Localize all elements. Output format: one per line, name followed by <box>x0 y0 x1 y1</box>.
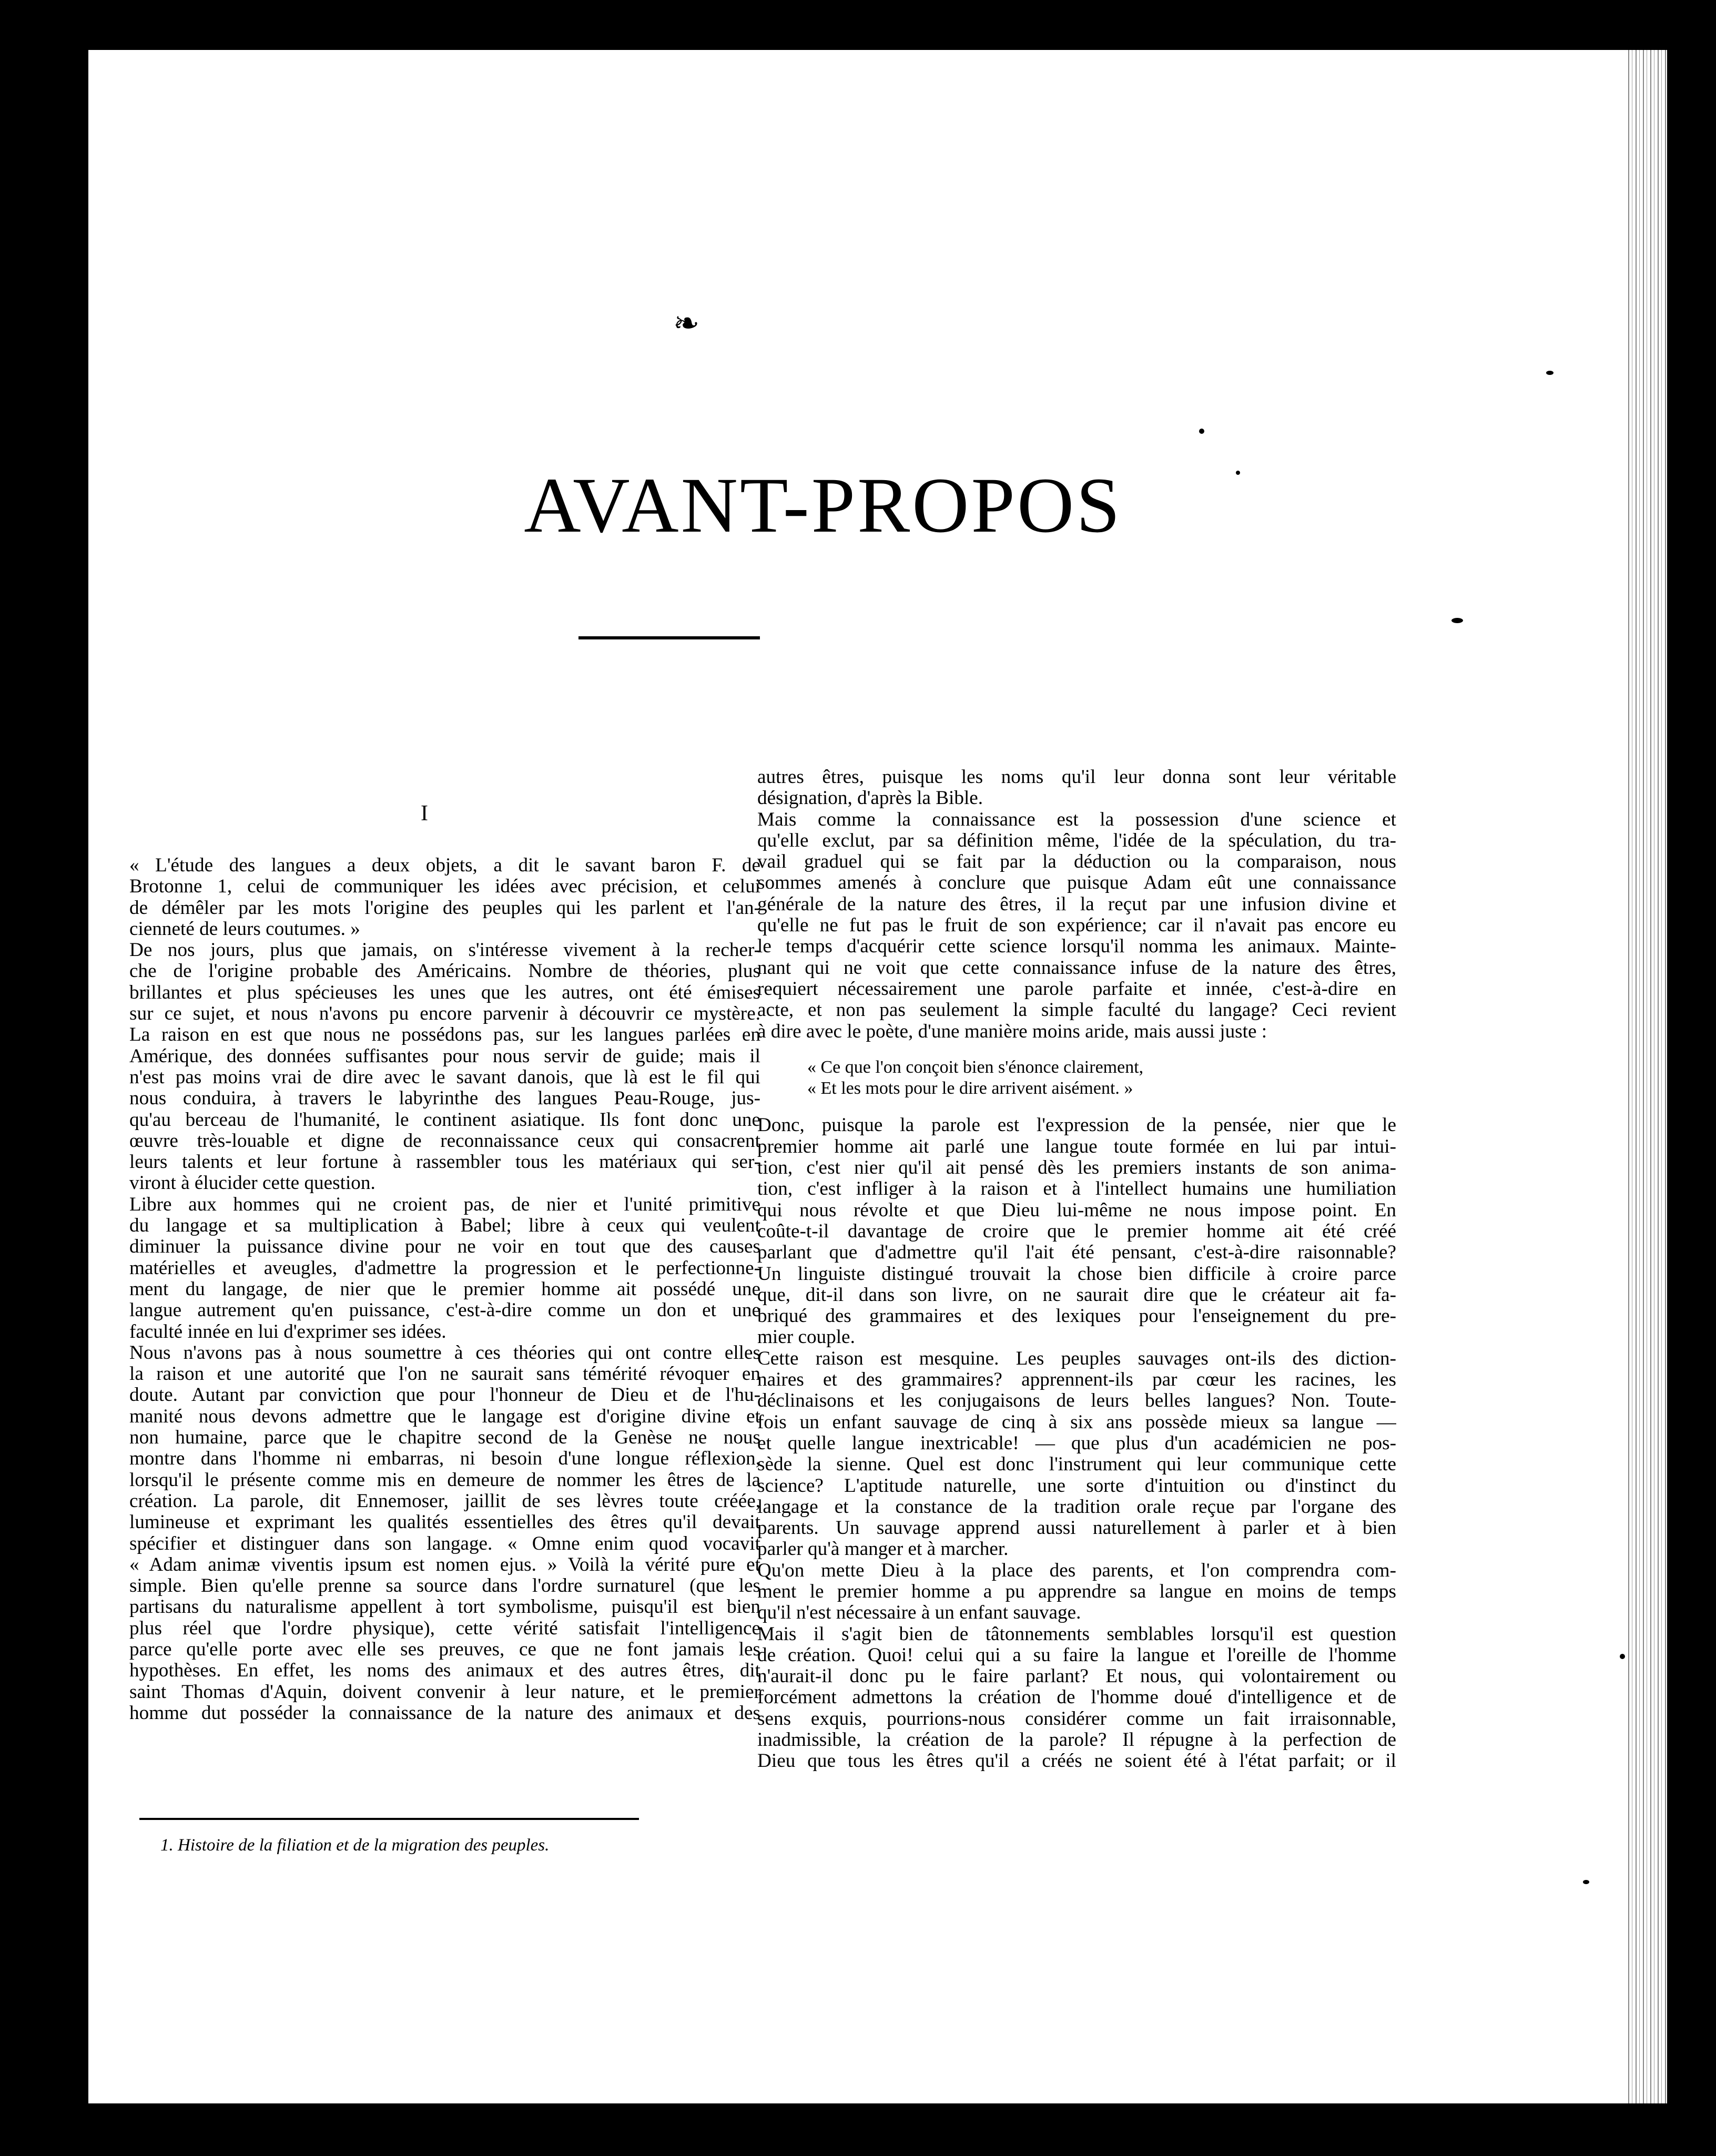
text-line: montre dans l'homme ni embarras, ni besoin d'une longue réflexion, <box>129 1448 760 1470</box>
print-speck <box>1236 471 1240 475</box>
right-column-paragraphs-b <box>757 1115 1396 1772</box>
text-line: « L'étude des langues a deux objets, a dit le savant baron F. de <box>129 855 760 876</box>
page-spine-edge <box>79 50 88 2103</box>
text-line: doute. Autant par conviction que pour l'honneur de Dieu et de l'hu- <box>129 1385 760 1406</box>
text-line: briqué des grammaires et des lexiques pour l'enseignement du pre- <box>757 1306 1396 1327</box>
text-line: spécifier et distinguer dans son langage. « Omne enim quod vocavit <box>129 1533 760 1554</box>
text-line: qu'au berceau de l'humanité, le continent asiatique. Ils font donc une <box>129 1109 760 1131</box>
text-line: homme dut posséder la connaissance de la nature des animaux et des <box>129 1702 760 1724</box>
text-line: acte, et non pas seulement la simple faculté du langage? Ceci revient <box>757 1000 1396 1021</box>
text-line: matérielles et aveugles, d'admettre la progression et le perfectionne- <box>129 1257 760 1279</box>
text-line: ment le premier homme a pu apprendre sa langue en moins de temps <box>757 1581 1396 1602</box>
right-column <box>757 767 1396 1772</box>
text-line: autres êtres, puisque les noms qu'il leur donna sont leur véritable <box>757 767 1396 788</box>
text-line: coûte-t-il davantage de croire que le premier homme ait été créé <box>757 1221 1396 1242</box>
text-line: nant qui ne voit que cette connaissance infuse de la nature des êtres, <box>757 957 1396 979</box>
text-line: science? L'aptitude naturelle, une sorte d'intuition ou d'instinct du <box>757 1475 1396 1497</box>
text-line: forcément admettons la création de l'homme doué d'intelligence et de <box>757 1687 1396 1708</box>
text-line: déclinaisons et les conjugaisons de leurs belles langues? Non. Toute- <box>757 1390 1396 1412</box>
right-column-paragraphs-a <box>757 767 1396 1042</box>
print-speck <box>1199 429 1204 434</box>
text-line: De nos jours, plus que jamais, on s'intéresse vivement à la recher- <box>129 940 760 961</box>
text-line: sommes amenés à conclure que puisque Adam eût une connaissance <box>757 872 1396 894</box>
text-line: faculté innée en lui d'exprimer ses idées. <box>129 1321 446 1343</box>
text-line: sède la sienne. Quel est donc l'instrument qui leur communique cette <box>757 1454 1396 1476</box>
text-line: Donc, puisque la parole est l'expression de la pensée, nier que le <box>757 1115 1396 1136</box>
section-number: I <box>421 801 428 826</box>
text-line: langage et la constance de la tradition orale reçue par l'organe des <box>757 1496 1396 1518</box>
book-page <box>79 50 1667 2103</box>
text-line: sens exquis, pourrions-nous considérer comme un fait irraisonnable, <box>757 1708 1396 1730</box>
text-line: sur ce sujet, et nous n'avons pu encore parvenir à découvrir ce mystère. <box>129 1003 760 1025</box>
page-fore-edge <box>1625 50 1667 2103</box>
text-line: Mais il s'agit bien de tâtonnements semblables lorsqu'il est question <box>757 1623 1396 1645</box>
text-line: brillantes et plus spécieuses les unes que les autres, ont été émises <box>129 982 760 1003</box>
text-line: vail graduel qui se fait par la déduction ou la comparaison, nous <box>757 851 1396 873</box>
text-line: requiert nécessairement une parole parfaite et innée, c'est-à-dire en <box>757 978 1396 1000</box>
text-line: Un linguiste distingué trouvait la chose bien difficile à croire parce <box>757 1263 1396 1285</box>
text-line: générale de la nature des êtres, il la reçut par une infusion divine et <box>757 893 1396 915</box>
text-line: Cette raison est mesquine. Les peuples sauvages ont-ils des diction- <box>757 1348 1396 1369</box>
text-line: du langage et sa multiplication à Babel; libre à ceux qui veulent <box>129 1215 760 1237</box>
text-line: « Et les mots pour le dire arrivent aisément. » <box>807 1079 1133 1099</box>
title-rule <box>578 636 760 639</box>
ornament-mark: ❧ <box>673 306 700 341</box>
text-line: qu'il n'est nécessaire à un enfant sauvage. <box>757 1602 1081 1624</box>
text-line: plus réel que l'ordre physique), cette vérité satisfait l'intelligence <box>129 1618 760 1639</box>
print-speck <box>1620 1654 1625 1659</box>
text-line: Mais comme la connaissance est la possession d'une science et <box>757 809 1396 830</box>
text-line: parlant que d'admettre qu'il l'ait été pensant, c'est-à-dire raisonnable? <box>757 1242 1396 1264</box>
text-line: nous conduira, à travers le labyrinthe des langues Peau-Rouge, jus- <box>129 1088 760 1110</box>
verse-quote <box>807 1057 1396 1100</box>
text-line: che de l'origine probable des Américains. Nombre de théories, plus <box>129 961 760 982</box>
text-line: parce qu'elle porte avec elle ses preuves, ce que ne font jamais les <box>129 1639 760 1660</box>
text-line: non humaine, parce que le chapitre second de la Genèse ne nous <box>129 1427 760 1449</box>
text-line: « Adam animæ viventis ipsum est nomen ejus. » Voilà la vérité pure et <box>129 1554 760 1575</box>
text-line: inadmissible, la création de la parole? Il répugne à la perfection de <box>757 1730 1396 1751</box>
text-line: Dieu que tous les êtres qu'il a créés ne soient été à l'état parfait; or il <box>757 1751 1396 1772</box>
text-line: manité nous devons admettre que le langage est d'origine divine et <box>129 1406 760 1427</box>
text-line: partisans du naturalisme appellent à tort symbolisme, puisqu'il est bien <box>129 1596 760 1618</box>
left-column <box>129 855 760 1724</box>
text-line: Qu'on mette Dieu à la place des parents, et l'on comprendra com- <box>757 1560 1396 1581</box>
text-line: saint Thomas d'Aquin, doivent convenir à leur nature, et le premier <box>129 1681 760 1703</box>
text-line: lorsqu'il le présente comme mis en demeure de nommer les êtres de la <box>129 1469 760 1491</box>
text-line: qu'elle ne fut pas le fruit de son expérience; car il n'avait pas encore eu <box>757 915 1396 937</box>
text-line: à dire avec le poète, d'une manière moins aride, mais aussi juste : <box>757 1021 1267 1042</box>
print-speck <box>1583 1880 1589 1884</box>
text-line: langue autrement qu'en puissance, c'est-à-dire comme un don et une <box>129 1300 760 1321</box>
text-line: tion, c'est infliger à la raison et à l'intellect humains une humiliation <box>757 1178 1396 1200</box>
footnote: 1. Histoire de la filiation et de la migration des peuples. <box>160 1836 550 1855</box>
text-line: tion, c'est nier qu'il ait pensé dès les premiers instants de son anima- <box>757 1157 1396 1179</box>
text-line: naires et des grammaires? apprennent-ils par cœur les racines, les <box>757 1369 1396 1391</box>
text-line: Libre aux hommes qui ne croient pas, de nier et l'unité primitive <box>129 1194 760 1215</box>
text-line: n'est pas moins vrai de dire avec le savant danois, que là est le fil qui <box>129 1066 760 1088</box>
text-line: ment du langage, de nier que le premier homme ait possédé une <box>129 1278 760 1300</box>
text-line: fois un enfant sauvage de cinq à six ans possède mieux sa langue — <box>757 1411 1396 1433</box>
print-speck <box>1546 371 1553 375</box>
text-line: n'aurait-il donc pu le faire parlant? Et nous, qui volontairement ou <box>757 1666 1396 1687</box>
text-line: que, dit-il dans son livre, on ne saurait dire que le créateur ait fa- <box>757 1284 1396 1306</box>
text-line: parler qu'à manger et à marcher. <box>757 1539 1009 1560</box>
text-line: premier homme ait parlé une langue toute formée en lui par intui- <box>757 1136 1396 1157</box>
text-line: création. La parole, dit Ennemoser, jaillit de ses lèvres toute créée, <box>129 1490 760 1512</box>
text-line: lumineuse et exprimant les qualités essentielles des êtres qu'il devait <box>129 1512 760 1533</box>
text-line: de démêler par les mots l'origine des peuples qui les parlent et l'an- <box>129 897 760 919</box>
text-line: diminuer la puissance divine pour ne voir en tout que des causes <box>129 1236 760 1258</box>
text-line: œuvre très-louable et digne de reconnaissance ceux qui consacrent <box>129 1130 760 1152</box>
text-line: mier couple. <box>757 1327 855 1348</box>
text-line: qui nous révolte et que Dieu lui-même ne nous impose point. En <box>757 1199 1396 1221</box>
text-line: simple. Bien qu'elle prenne sa source dans l'ordre surnaturel (que les <box>129 1575 760 1597</box>
page-title: AVANT-PROPOS <box>524 462 1122 549</box>
text-line: cienneté de leurs coutumes. » <box>129 918 360 940</box>
text-line: « Ce que l'on conçoit bien s'énonce clairement, <box>807 1057 1144 1077</box>
text-line: qu'elle exclut, par sa définition même, l'idée de la spéculation, du tra- <box>757 830 1396 851</box>
text-line: et quelle langue inextricable! — que plus d'un académicien ne pos- <box>757 1432 1396 1454</box>
text-line: leurs talents et leur fortune à rassembler tous les matériaux qui ser- <box>129 1152 760 1173</box>
text-line: hypothèses. En effet, les noms des animaux et des autres êtres, dit <box>129 1660 760 1682</box>
text-line: le temps d'acquérir cette science lorsqu'il nomma les animaux. Mainte- <box>757 936 1396 958</box>
text-line: Brotonne 1, celui de communiquer les idées avec précision, et celui <box>129 876 760 898</box>
text-line: Amérique, des données suffisantes pour nous servir de guide; mais il <box>129 1045 760 1067</box>
text-line: désignation, d'après la Bible. <box>757 788 983 809</box>
print-speck <box>1451 618 1463 623</box>
text-line: la raison et une autorité que l'on ne saurait sans témérité révoquer en <box>129 1364 760 1385</box>
footnote-rule <box>139 1818 639 1820</box>
text-line: La raison en est que nous ne possédons pas, sur les langues parlées en <box>129 1024 760 1046</box>
text-line: Nous n'avons pas à nous soumettre à ces théories qui ont contre elles <box>129 1342 760 1364</box>
text-line: de création. Quoi! celui qui a su faire la langue et l'oreille de l'homme <box>757 1644 1396 1666</box>
text-line: viront à élucider cette question. <box>129 1173 375 1194</box>
text-line: parents. Un sauvage apprend aussi naturellement à parler et à bien <box>757 1518 1396 1539</box>
